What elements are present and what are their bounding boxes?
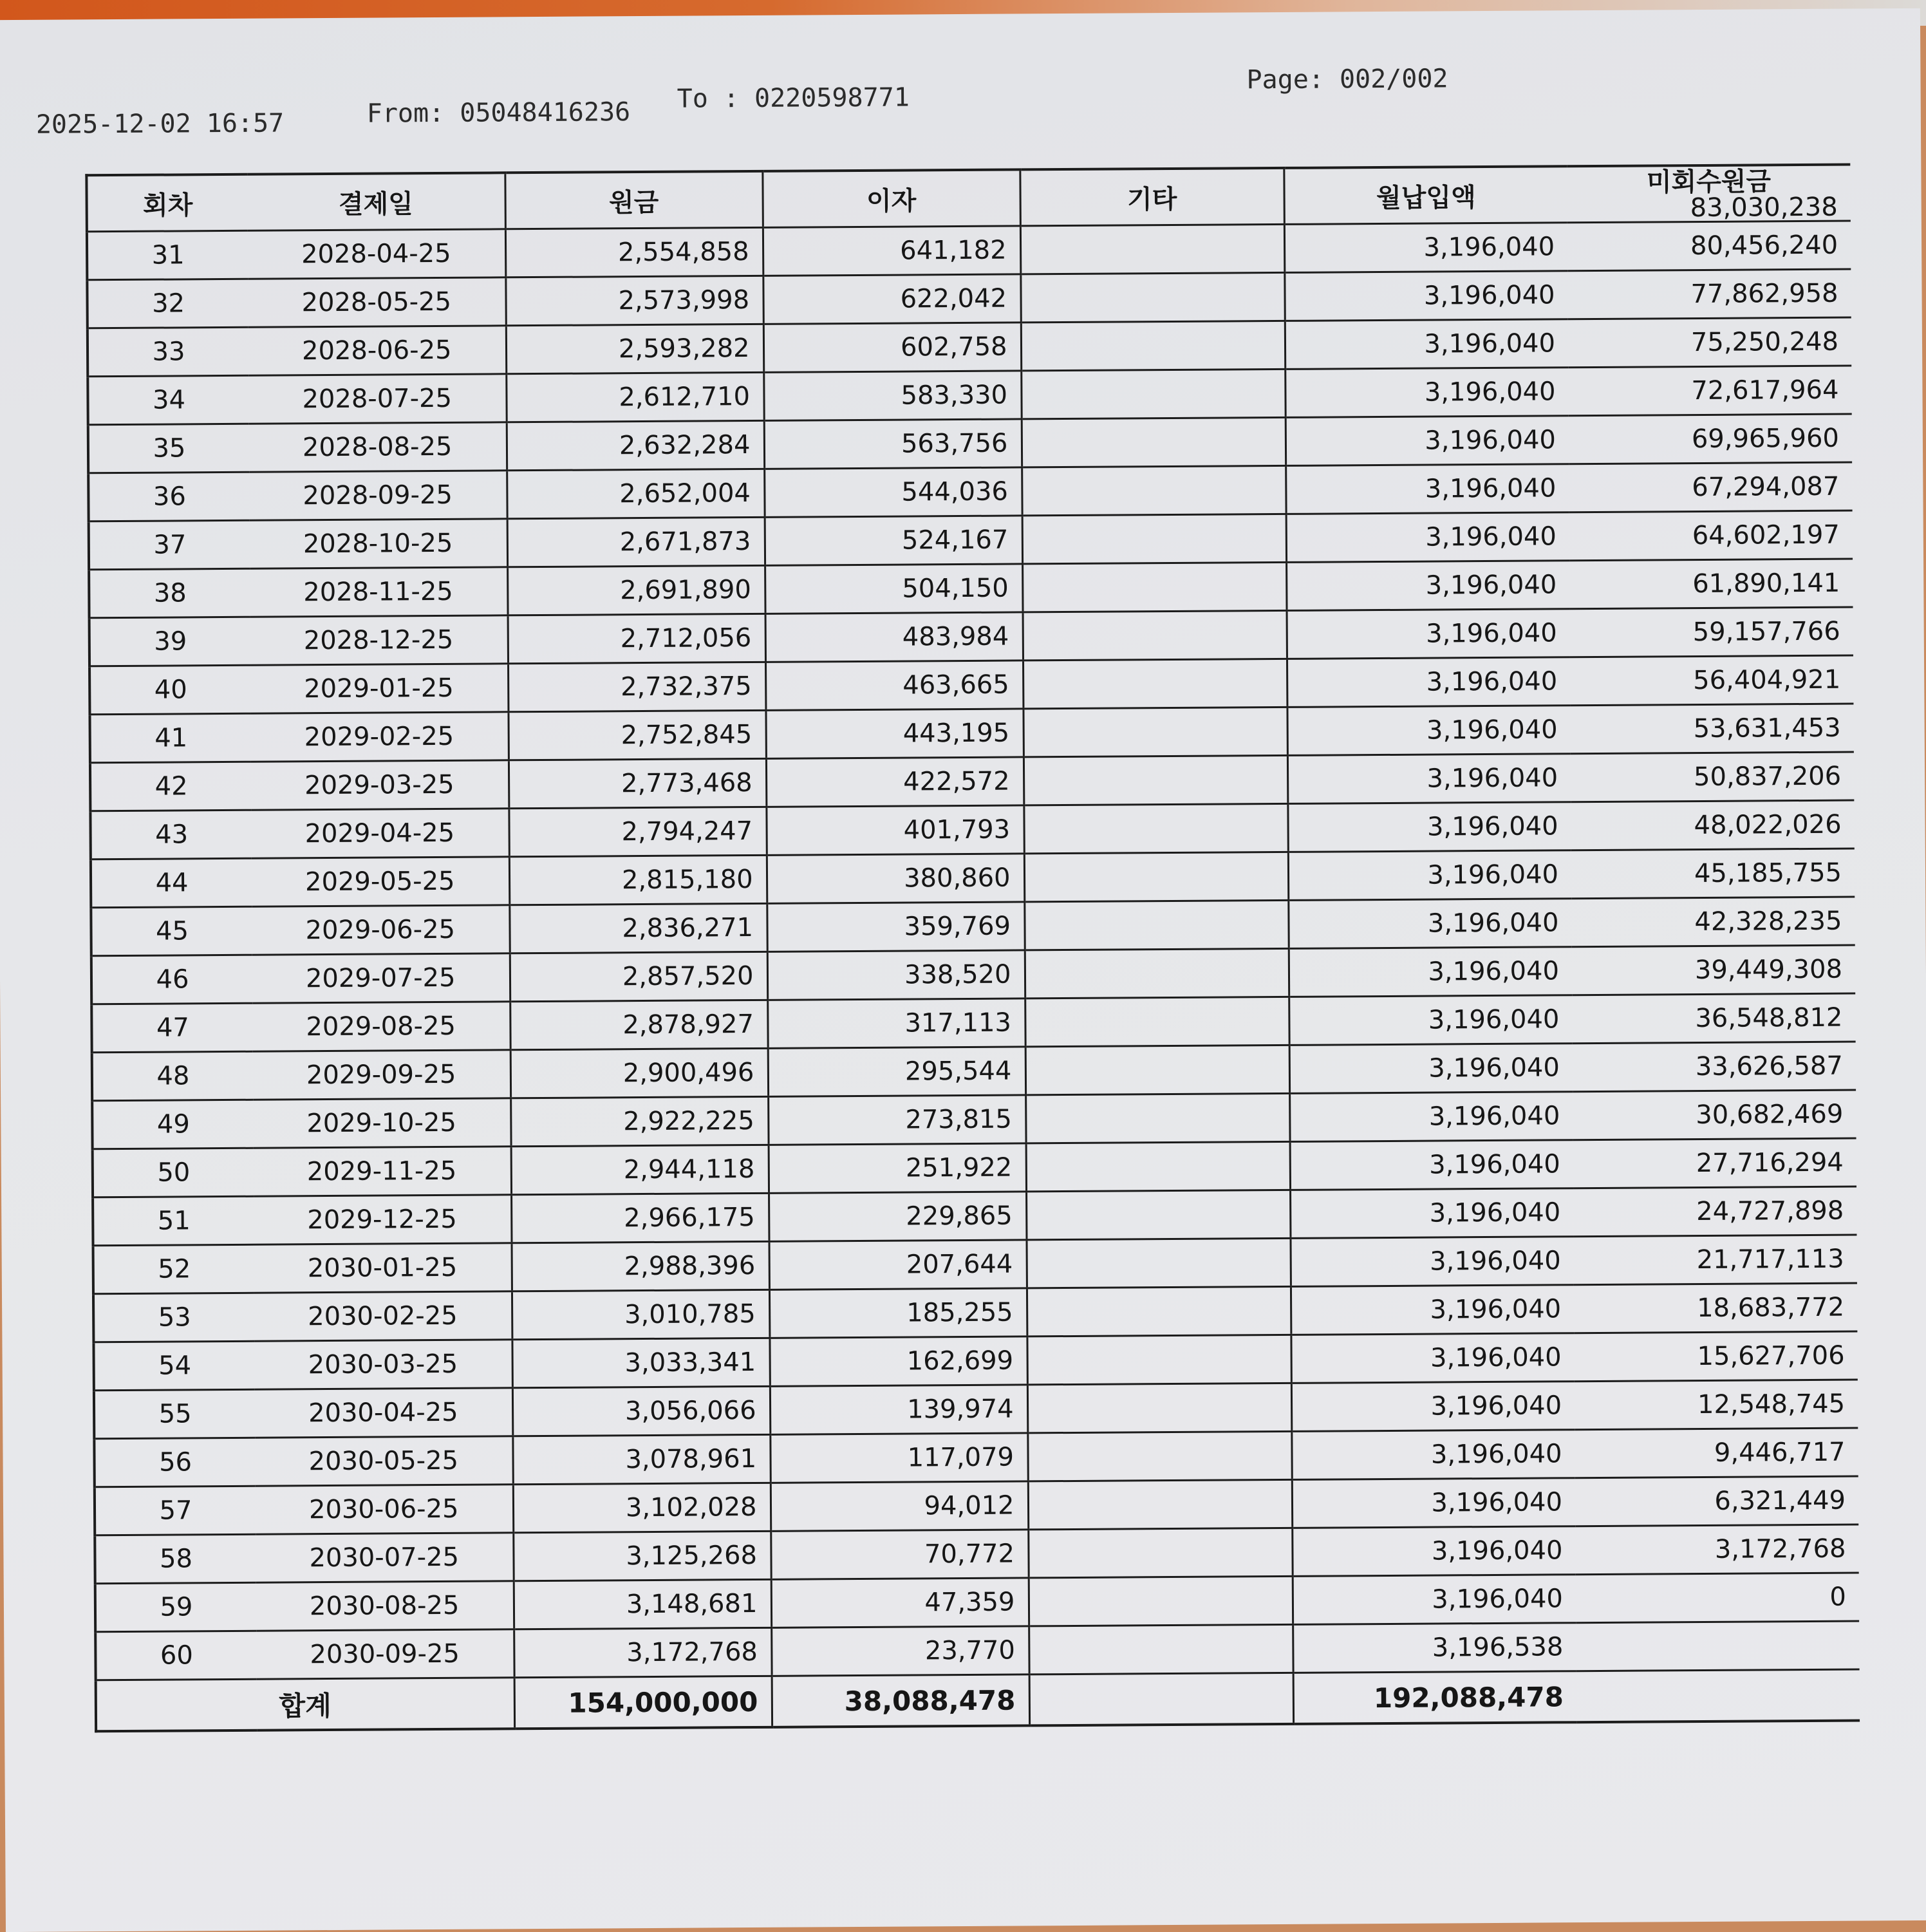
cell-date: 2029-09-25 [253,1050,510,1100]
cell-balance: 61,890,141 [1569,559,1853,609]
cell-no: 43 [90,810,251,859]
cell-balance: 33,626,587 [1573,1042,1856,1092]
cell-other [1025,1045,1289,1095]
cell-payment: 3,196,040 [1285,368,1568,418]
cell-date: 2028-05-25 [248,277,505,327]
cell-balance: 24,727,898 [1573,1186,1856,1237]
cell-principal: 2,652,004 [507,469,764,518]
cell-other [1026,1190,1290,1240]
cell-date: 2028-08-25 [249,422,507,472]
cell-payment: 3,196,040 [1287,754,1571,804]
cell-other [1024,803,1287,854]
table-footer [96,1669,1860,1731]
cell-date: 2029-04-25 [251,809,509,858]
cell-principal: 2,732,375 [508,662,765,711]
cell-payment: 3,196,040 [1291,1285,1574,1335]
cell-date: 2030-04-25 [255,1388,512,1438]
cell-payment: 3,196,040 [1289,1044,1573,1094]
total-label: 합계 [96,1678,514,1731]
cell-other [1022,417,1286,467]
cell-date: 2030-01-25 [254,1243,512,1293]
cell-principal: 2,712,056 [508,614,765,663]
cell-payment: 3,196,040 [1284,223,1567,273]
fax-from-number: From: 05048416236 [366,97,631,129]
cell-no: 40 [89,665,250,715]
cell-interest: 317,113 [767,999,1025,1048]
cell-date: 2028-10-25 [250,519,507,568]
cell-balance: 12,548,745 [1575,1380,1858,1430]
header-principal: 원금 [505,171,763,229]
cell-principal: 2,752,845 [508,710,765,760]
cell-balance: 69,965,960 [1569,414,1852,464]
cell-payment: 3,196,040 [1287,609,1570,659]
cell-no: 32 [87,279,248,328]
cell-balance: 50,837,206 [1571,752,1854,802]
cell-other [1023,659,1287,709]
cell-interest: 251,922 [769,1143,1026,1193]
cell-interest: 47,359 [771,1578,1029,1627]
cell-principal: 2,966,175 [511,1193,769,1243]
cell-balance: 36,548,812 [1572,993,1855,1044]
header-balance [1567,165,1851,223]
cell-balance: 18,683,772 [1574,1283,1857,1333]
cell-interest: 185,255 [769,1288,1027,1338]
total-row [96,1669,1860,1731]
cell-other [1028,1528,1292,1578]
repayment-schedule-table [85,164,1860,1733]
cell-payment: 3,196,040 [1284,271,1567,321]
cell-payment: 3,196,040 [1287,706,1570,756]
cell-other [1027,1383,1291,1433]
cell-payment: 3,196,040 [1289,1092,1573,1142]
cell-principal: 2,671,873 [507,517,765,567]
cell-balance: 77,862,958 [1567,269,1851,319]
cell-principal: 2,944,118 [511,1145,769,1194]
cell-principal: 3,010,785 [512,1290,769,1339]
cell-other [1025,1093,1289,1143]
cell-interest: 443,195 [765,709,1023,758]
fax-to-number: To : 0220598771 [677,82,910,114]
cell-date: 2029-10-25 [253,1098,510,1148]
cell-no: 38 [89,568,250,618]
cell-interest: 359,769 [767,902,1024,952]
cell-principal: 2,988,396 [512,1241,769,1291]
cell-interest: 70,772 [771,1530,1028,1579]
cell-payment: 3,196,040 [1288,850,1571,901]
cell-no: 37 [89,520,250,570]
cell-other [1022,514,1286,564]
table-body [87,221,1860,1680]
cell-principal: 2,573,998 [505,276,763,325]
cell-other [1027,1335,1291,1385]
table-header [86,165,1850,232]
cell-no: 34 [88,375,248,425]
cell-balance: 42,328,235 [1571,897,1855,947]
cell-other [1021,369,1285,419]
cell-no: 39 [89,617,250,666]
cell-date: 2029-08-25 [252,1002,510,1051]
cell-interest: 295,544 [768,1047,1025,1096]
cell-balance: 53,631,453 [1570,704,1853,754]
cell-payment: 3,196,040 [1287,802,1571,852]
cell-no: 45 [91,906,252,956]
cell-other [1029,1624,1293,1674]
cell-date: 2028-11-25 [250,567,507,617]
cell-payment: 3,196,040 [1286,561,1569,611]
cell-balance: 3,172,768 [1575,1524,1858,1575]
cell-payment: 3,196,040 [1290,1237,1573,1287]
cell-interest: 94,012 [771,1481,1028,1531]
cell-interest: 504,150 [765,564,1022,614]
fax-page-number: Page: 002/002 [1246,64,1448,95]
cell-principal: 2,878,927 [510,1000,767,1049]
header-other: 기타 [1020,168,1284,226]
header-row [86,165,1850,232]
cell-other [1020,224,1284,274]
cell-payment: 3,196,040 [1286,416,1569,466]
cell-no: 54 [93,1341,254,1391]
cell-no: 31 [87,230,248,280]
cell-interest: 583,330 [763,371,1021,420]
cell-interest: 524,167 [765,516,1022,565]
total-principal: 154,000,000 [514,1676,772,1729]
cell-payment: 3,196,040 [1288,899,1571,949]
cell-payment: 3,196,040 [1290,1188,1573,1239]
cell-payment: 3,196,040 [1286,464,1569,514]
cell-balance: 21,717,113 [1573,1235,1856,1285]
cell-interest: 641,182 [763,226,1020,276]
cell-interest: 23,770 [771,1626,1029,1676]
cell-balance: 80,456,240 [1567,221,1851,271]
cell-payment: 3,196,040 [1293,1575,1576,1625]
cell-date: 2029-11-25 [254,1147,511,1196]
cell-no: 51 [93,1196,254,1246]
cell-balance: 72,617,964 [1568,366,1851,416]
cell-principal: 2,632,284 [507,420,764,470]
total-other [1029,1673,1293,1725]
cell-balance: 39,449,308 [1572,945,1855,995]
cell-principal: 2,554,858 [505,227,763,277]
header-interest: 이자 [762,169,1020,227]
cell-date: 2028-06-25 [248,326,506,375]
cell-principal: 2,612,710 [506,372,763,422]
cell-balance: 64,602,197 [1569,511,1853,561]
cell-interest: 483,984 [765,612,1023,662]
cell-date: 2030-07-25 [256,1533,513,1582]
cell-principal: 3,033,341 [512,1338,769,1387]
cell-no: 42 [90,762,251,811]
cell-interest: 401,793 [766,805,1024,855]
cell-date: 2029-03-25 [251,760,509,810]
cell-interest: 544,036 [764,467,1022,517]
cell-principal: 2,794,247 [509,807,766,856]
cell-principal: 3,172,768 [514,1627,771,1677]
cell-date: 2029-01-25 [250,664,508,713]
cell-balance: 30,682,469 [1573,1090,1856,1140]
cell-no: 59 [95,1582,256,1632]
cell-payment: 3,196,040 [1289,947,1572,997]
cell-interest: 162,699 [769,1336,1027,1386]
cell-payment: 3,196,538 [1293,1623,1576,1673]
cell-balance: 6,321,449 [1575,1476,1858,1526]
cell-balance: 9,446,717 [1575,1428,1858,1478]
cell-date: 2030-06-25 [256,1485,513,1534]
cell-date: 2029-07-25 [252,953,510,1003]
cell-no: 56 [94,1438,255,1487]
cell-date: 2029-05-25 [252,857,509,906]
cell-no: 41 [89,713,250,763]
cell-balance: 59,157,766 [1570,607,1853,657]
cell-principal: 3,102,028 [513,1483,771,1532]
cell-balance: 15,627,706 [1574,1331,1857,1382]
cell-other [1025,948,1289,999]
fax-page [0,8,1926,1932]
cell-payment: 3,196,040 [1291,1333,1574,1383]
cell-no: 55 [94,1389,255,1439]
total-balance [1576,1669,1860,1722]
cell-payment: 3,196,040 [1291,1430,1575,1480]
cell-payment: 3,196,040 [1292,1478,1575,1528]
cell-no: 35 [88,424,249,473]
cell-no: 58 [95,1534,256,1584]
cell-interest: 338,520 [767,950,1025,1000]
cell-other [1023,707,1287,757]
cell-date: 2029-02-25 [250,712,508,762]
cell-interest: 622,042 [763,274,1020,324]
fax-header [0,8,1921,162]
cell-principal: 2,857,520 [510,952,767,1001]
cell-interest: 139,974 [770,1385,1027,1434]
cell-other [1021,321,1285,371]
cell-interest: 380,860 [767,854,1024,903]
cell-date: 2028-09-25 [249,471,507,520]
cell-other [1027,1431,1291,1481]
cell-payment: 3,196,040 [1287,657,1570,708]
cell-interest: 563,756 [764,419,1022,469]
cell-payment: 3,196,040 [1286,512,1569,563]
fax-datetime: 2025-12-02 16:57 [35,108,285,140]
cell-interest: 463,665 [765,661,1023,710]
cell-no: 44 [91,858,252,908]
cell-principal: 3,078,961 [512,1434,770,1484]
cell-payment: 3,196,040 [1291,1382,1575,1432]
cell-principal: 3,148,681 [514,1579,771,1629]
header-payment: 월납입액 [1284,166,1567,224]
header-no: 회차 [86,174,248,232]
cell-no: 53 [93,1293,254,1342]
cell-date: 2029-12-25 [254,1195,511,1244]
cell-date: 2028-12-25 [250,615,508,665]
cell-date: 2028-07-25 [248,374,506,424]
cell-other [1027,1286,1291,1336]
cell-principal: 2,815,180 [509,855,767,905]
opening-balance: 83,030,238 [1690,192,1838,223]
cell-balance [1576,1621,1859,1671]
cell-no: 60 [95,1631,256,1680]
cell-balance: 45,185,755 [1571,849,1855,899]
cell-payment: 3,196,040 [1289,995,1572,1046]
cell-principal: 2,593,282 [506,324,763,373]
cell-no: 52 [93,1244,254,1294]
cell-balance: 0 [1576,1573,1859,1623]
cell-balance: 48,022,026 [1571,800,1854,850]
cell-interest: 229,865 [769,1192,1026,1241]
repayment-schedule [85,164,1858,1733]
cell-balance: 67,294,087 [1569,462,1852,512]
cell-no: 48 [92,1051,253,1101]
cell-date: 2030-08-25 [256,1581,514,1631]
cell-principal: 2,773,468 [509,758,766,808]
cell-other [1022,562,1286,612]
cell-interest: 422,572 [766,757,1024,807]
cell-no: 36 [88,472,249,521]
header-balance-label: 미회수원금 [1646,167,1772,198]
cell-other [1026,1141,1290,1192]
cell-other [1024,900,1288,950]
cell-date: 2030-05-25 [255,1436,512,1486]
cell-principal: 2,900,496 [510,1048,768,1098]
cell-other [1026,1238,1290,1288]
cell-date: 2028-04-25 [248,229,505,279]
cell-principal: 2,836,271 [509,903,767,953]
cell-payment: 3,196,040 [1292,1526,1575,1577]
cell-date: 2030-02-25 [254,1291,512,1341]
cell-balance: 27,716,294 [1573,1138,1856,1188]
cell-principal: 2,691,890 [507,565,765,615]
cell-payment: 3,196,040 [1290,1140,1573,1190]
cell-no: 49 [92,1100,253,1149]
cell-no: 33 [88,327,248,377]
cell-other [1028,1479,1292,1530]
total-interest: 38,088,478 [772,1674,1029,1727]
cell-balance: 56,404,921 [1570,655,1853,706]
header-date: 결제일 [247,173,505,230]
total-payment: 192,088,478 [1293,1671,1576,1724]
cell-principal: 2,922,225 [510,1096,768,1146]
cell-no: 46 [91,955,252,1004]
cell-other [1023,610,1287,661]
cell-other [1029,1576,1293,1626]
cell-principal: 3,056,066 [512,1386,770,1436]
cell-balance: 75,250,248 [1568,317,1851,368]
cell-payment: 3,196,040 [1285,319,1568,370]
cell-other [1022,465,1286,516]
cell-interest: 602,758 [763,323,1021,372]
cell-other [1020,272,1284,323]
cell-date: 2030-03-25 [254,1340,512,1389]
cell-date: 2029-06-25 [252,905,509,955]
cell-principal: 3,125,268 [513,1531,771,1580]
cell-no: 47 [91,1003,252,1053]
cell-other [1024,755,1287,805]
cell-other [1025,997,1289,1047]
cell-interest: 117,079 [770,1433,1027,1483]
cell-other [1024,852,1288,902]
cell-date: 2030-09-25 [256,1629,514,1679]
cell-no: 57 [95,1486,256,1535]
cell-no: 50 [93,1148,254,1197]
cell-interest: 273,815 [768,1095,1025,1145]
cell-interest: 207,644 [769,1240,1027,1290]
